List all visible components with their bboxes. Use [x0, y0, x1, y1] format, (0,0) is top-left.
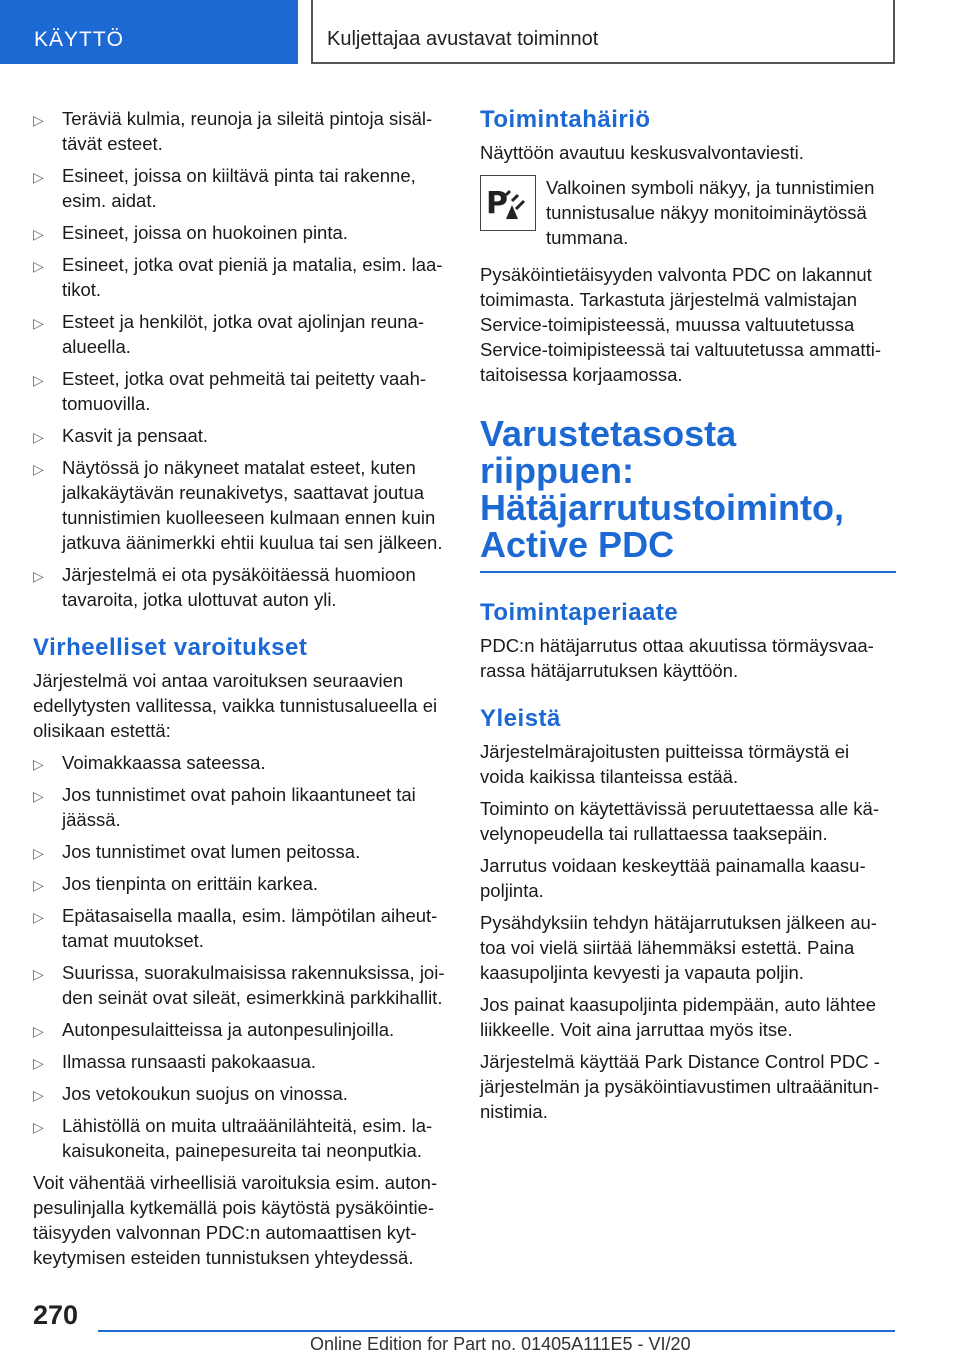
- chapter-title: Kuljettajaa avustavat toiminnot: [311, 0, 895, 64]
- triangle-bullet-icon: ▷: [33, 877, 44, 893]
- principle-heading: Toimintaperiaate: [480, 599, 679, 626]
- general-paragraph: Jos painat kaasupoljinta pidempään, auto lähtee liikkeelle. Voit aina jarruttaa myös itse.: [480, 994, 876, 1040]
- triangle-bullet-icon: ▷: [33, 1087, 44, 1103]
- malfunction-text: Näyttöön avautuu keskusvalvontaviesti.: [480, 142, 804, 163]
- list-item: ▷ Autonpesulaitteissa ja autonpesulinjoilla.: [33, 1017, 449, 1042]
- list-item: ▷ Lähistöllä on muita ultraäänilähteitä, esim. la-kaisukoneita, painepesureita tai neonputkia.: [33, 1115, 433, 1161]
- triangle-bullet-icon: ▷: [33, 226, 44, 242]
- list-item: ▷ Esineet, jotka ovat pieniä ja matalia, esim. laa-tikot.: [33, 254, 443, 300]
- malfunction-instructions: Pysäköintietäisyyden valvonta PDC on lakannut toimimasta. Tarkastuta järjestelmä valmistajan Service-toimipisteessä, muussa valtuutetussa Service-toimipisteessä tai valtuutetussa ammatti-taitoisessa korjaamossa.: [480, 264, 881, 385]
- triangle-bullet-icon: ▷: [33, 1023, 44, 1039]
- symbol-row: [480, 175, 896, 250]
- general-paragraph: Jarrutus voidaan keskeyttää painamalla kaasu-poljinta.: [480, 855, 866, 901]
- footer-divider: [98, 1330, 895, 1332]
- list-item: ▷ Esineet, joissa on kiiltävä pinta tai rakenne, esim. aidat.: [33, 165, 416, 211]
- list-item: ▷ Jos tunnistimet ovat lumen peitossa.: [33, 839, 449, 864]
- list-item: ▷ Esineet, joissa on huokoinen pinta.: [33, 220, 449, 245]
- triangle-bullet-icon: ▷: [33, 1119, 44, 1135]
- general-paragraph: Toiminto on käytettävissä peruutettaessa alle kä-velynopeudella tai rullattaessa taaksepäin.: [480, 798, 879, 844]
- triangle-bullet-icon: ▷: [33, 429, 44, 445]
- triangle-bullet-icon: ▷: [33, 258, 44, 274]
- triangle-bullet-icon: ▷: [33, 372, 44, 388]
- list-item: ▷ Esteet, jotka ovat pehmeitä tai peitetty vaah-tomuovilla.: [33, 368, 427, 414]
- false-warnings-list: [33, 750, 449, 1163]
- principle-text: PDC:n hätäjarrutus ottaa akuutissa törmäysvaa-rassa hätäjarrutuksen käyttöön.: [480, 635, 874, 681]
- false-warnings-heading: Virheelliset varoitukset: [33, 634, 308, 661]
- section-title: Varustetasosta riippuen: Hätäjarrutustoiminto, Active PDC: [480, 415, 896, 573]
- list-item: ▷ Jos vetokoukun suojus on vinossa.: [33, 1081, 449, 1106]
- triangle-bullet-icon: ▷: [33, 966, 44, 982]
- triangle-bullet-icon: ▷: [33, 169, 44, 185]
- general-paragraph: Pysähdyksiin tehdyn hätäjarrutuksen jälkeen au-toa voi vielä siirtää lähemmäksi estettä. Paina kaasupoljinta kevyesti ja vapauta poljin.: [480, 912, 877, 983]
- triangle-bullet-icon: ▷: [33, 112, 44, 128]
- triangle-bullet-icon: ▷: [33, 788, 44, 804]
- triangle-bullet-icon: ▷: [33, 568, 44, 584]
- triangle-bullet-icon: ▷: [33, 315, 44, 331]
- left-column: [33, 106, 449, 1277]
- list-item: ▷ Esteet ja henkilöt, jotka ovat ajolinjan reuna-alueella.: [33, 311, 424, 357]
- section-tab: KÄYTTÖ: [0, 0, 298, 64]
- edition-text: Online Edition for Part no. 01405A111E5 - VI/20: [310, 1334, 691, 1354]
- list-item: ▷ Ilmassa runsaasti pakokaasua.: [33, 1049, 449, 1074]
- right-column: [480, 106, 896, 1131]
- triangle-bullet-icon: ▷: [33, 461, 44, 477]
- malfunction-heading: Toimintahäiriö: [480, 106, 651, 133]
- pdc-warning-icon: [480, 175, 536, 231]
- list-item: ▷ Jos tunnistimet ovat pahoin likaantuneet tai jäässä.: [33, 784, 416, 830]
- list-item: ▷ Voimakkaassa sateessa.: [33, 750, 449, 775]
- page-number: 270: [33, 1300, 79, 1330]
- triangle-bullet-icon: ▷: [33, 909, 44, 925]
- svg-text:P: P: [486, 186, 508, 221]
- triangle-bullet-icon: ▷: [33, 845, 44, 861]
- list-item: ▷ Epätasaisella maalla, esim. lämpötilan aiheut-tamat muutokset.: [33, 905, 438, 951]
- false-warnings-outro: Voit vähentää virheellisiä varoituksia esim. auton-pesulinjalla kytkemällä pois käytöstä pysäköintie-täisyyden valvonnan PDC:n automaattisen kyt-keytymisen esteiden tunnistuksen yhteydessä.: [33, 1172, 438, 1268]
- list-item: ▷ Jos tienpinta on erittäin karkea.: [33, 871, 449, 896]
- general-paragraph: Järjestelmärajoitusten puitteissa törmäystä ei voida kaikissa tilanteissa estää.: [480, 741, 850, 787]
- list-item: ▷ Suurissa, suorakulmaisissa rakennuksissa, joi-den seinät ovat sileät, esimerkkinä parkkihallit.: [33, 962, 445, 1008]
- general-paragraph: Järjestelmä käyttää Park Distance Control PDC -järjestelmän ja pysäköintiavustimen ultraäänitun-nistimia.: [480, 1051, 880, 1122]
- general-heading: Yleistä: [480, 705, 561, 732]
- list-item: ▷ Kasvit ja pensaat.: [33, 423, 449, 448]
- false-warnings-intro: Järjestelmä voi antaa varoituksen seuraavien edellytysten vallitessa, vaikka tunnistusalueella ei olisikaan estettä:: [33, 670, 438, 741]
- obstacle-list: [33, 106, 449, 612]
- list-item: ▷ Järjestelmä ei ota pysäköitäessä huomioon tavaroita, jotka ulottuvat auton yli.: [33, 564, 416, 610]
- triangle-bullet-icon: ▷: [33, 756, 44, 772]
- triangle-bullet-icon: ▷: [33, 1055, 44, 1071]
- list-item: ▷ Teräviä kulmia, reunoja ja sileitä pintoja sisäl-tävät esteet.: [33, 108, 433, 154]
- list-item: ▷ Näytössä jo näkyneet matalat esteet, kuten jalkakäytävän reunakivetys, saattavat joutua tunnistimien kuolleeseen kulmaan ennen kuin jatkuva äänimerkki ehtii kuulua tai sen jälkeen.: [33, 457, 443, 553]
- symbol-description: Valkoinen symboli näkyy, ja tunnistimien tunnistusalue näkyy monitoiminäytössä tummana.: [546, 177, 875, 248]
